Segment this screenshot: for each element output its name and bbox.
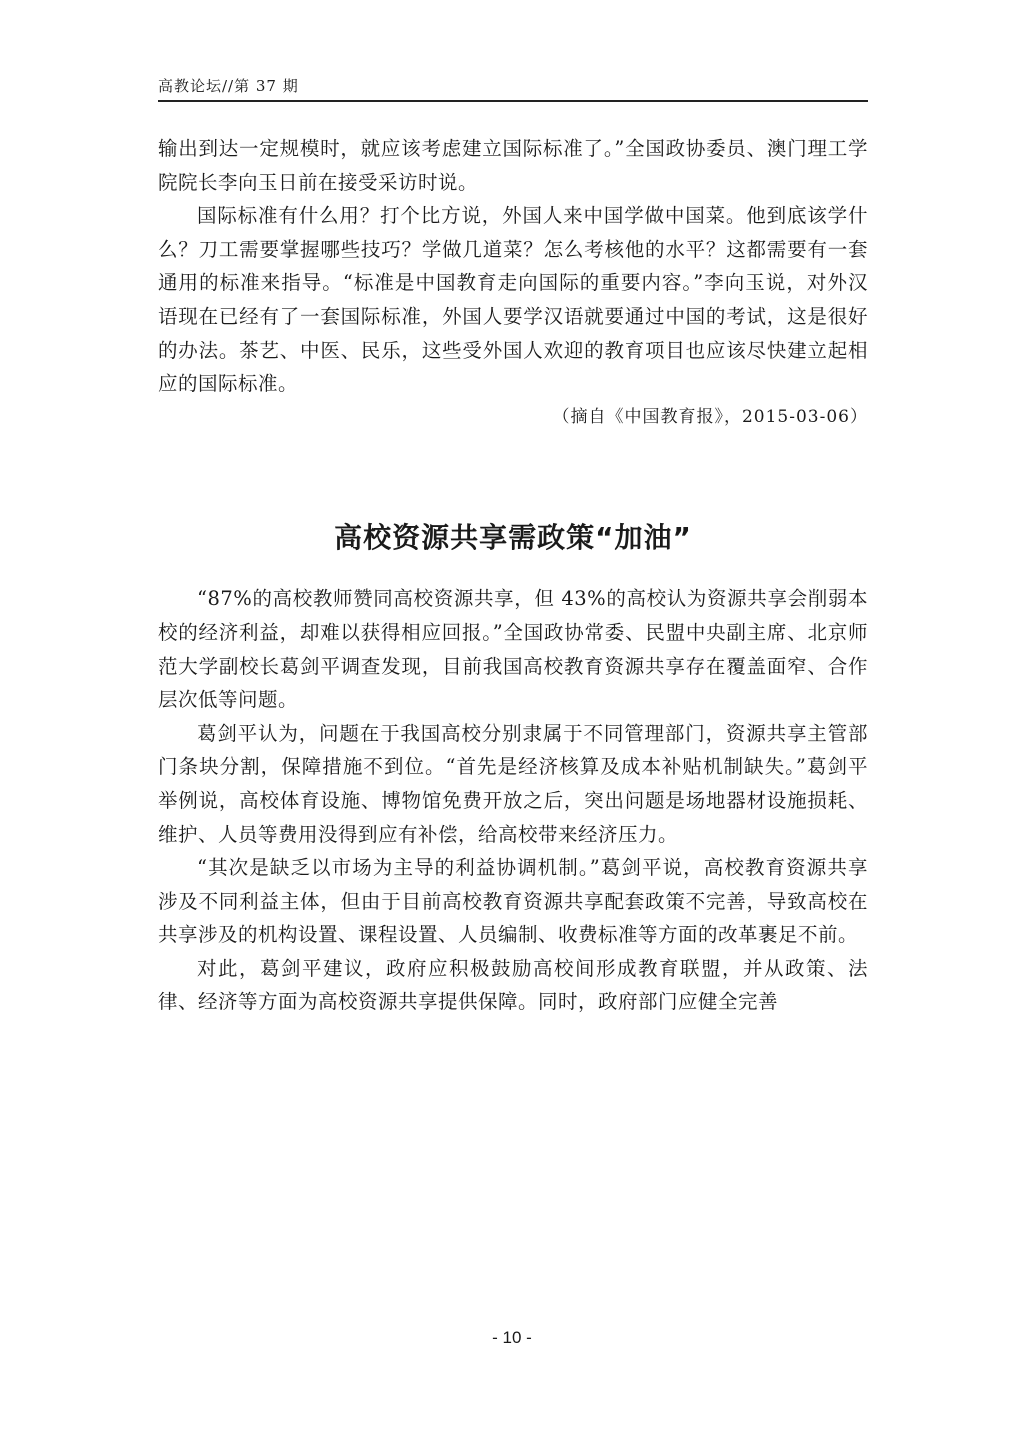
paragraph: 对此，葛剑平建议，政府应积极鼓励高校间形成教育联盟，并从政策、法律、经济等方面为高校资源共享提供保障。同时，政府部门应健全完善 (158, 956, 868, 1014)
page-number: - 10 - (492, 1328, 532, 1347)
running-title: 高教论坛//第 37 期 (158, 77, 299, 95)
running-header (158, 74, 868, 102)
article-title: 高校资源共享需政策“加油” (334, 521, 692, 555)
source-citation: （摘自《中国教育报》，2015-03-06） (552, 406, 868, 427)
page-body (158, 132, 868, 1019)
paragraph: 输出到达一定规模时，就应该考虑建立国际标准了。”全国政协委员、澳门理工学院院长李向玉日前在接受采访时说。 (158, 137, 868, 194)
paragraph: “87%的高校教师赞同高校资源共享，但 43%的高校认为资源共享会削弱本校的经济利益，却难以获得相应回报。”全国政协常委、民盟中央副主席、北京师范大学副校长葛剑平调查发现，目前我国高校教育资源共享存在覆盖面窄、合作层次低等问题。 (158, 587, 868, 712)
paragraph: 国际标准有什么用？打个比方说，外国人来中国学做中国菜。他到底该学什么？刀工需要掌握哪些技巧？学做几道菜？怎么考核他的水平？这都需要有一套通用的标准来指导。“标准是中国教育走向国际的重要内容。”李向玉说，对外汉语现在已经有了一套国际标准，外国人要学汉语就要通过中国的考试，这是很好的办法。茶艺、中医、民乐，这些受外国人欢迎的教育项目也应该尽快建立起相应的国际标准。 (158, 204, 868, 396)
paragraph: “其次是缺乏以市场为主导的利益协调机制。”葛剑平说，高校教育资源共享涉及不同利益主体，但由于目前高校教育资源共享配套政策不完善，导致高校在共享涉及的机构设置、课程设置、人员编制、收费标准等方面的改革裹足不前。 (158, 856, 868, 947)
paragraph: 葛剑平认为，问题在于我国高校分别隶属于不同管理部门，资源共享主管部门条块分割，保障措施不到位。“首先是经济核算及成本补贴机制缺失。”葛剑平举例说，高校体育设施、博物馆免费开放之后，突出问题是场地器材设施损耗、维护、人员等费用没得到应有补偿，给高校带来经济压力。 (158, 721, 868, 846)
